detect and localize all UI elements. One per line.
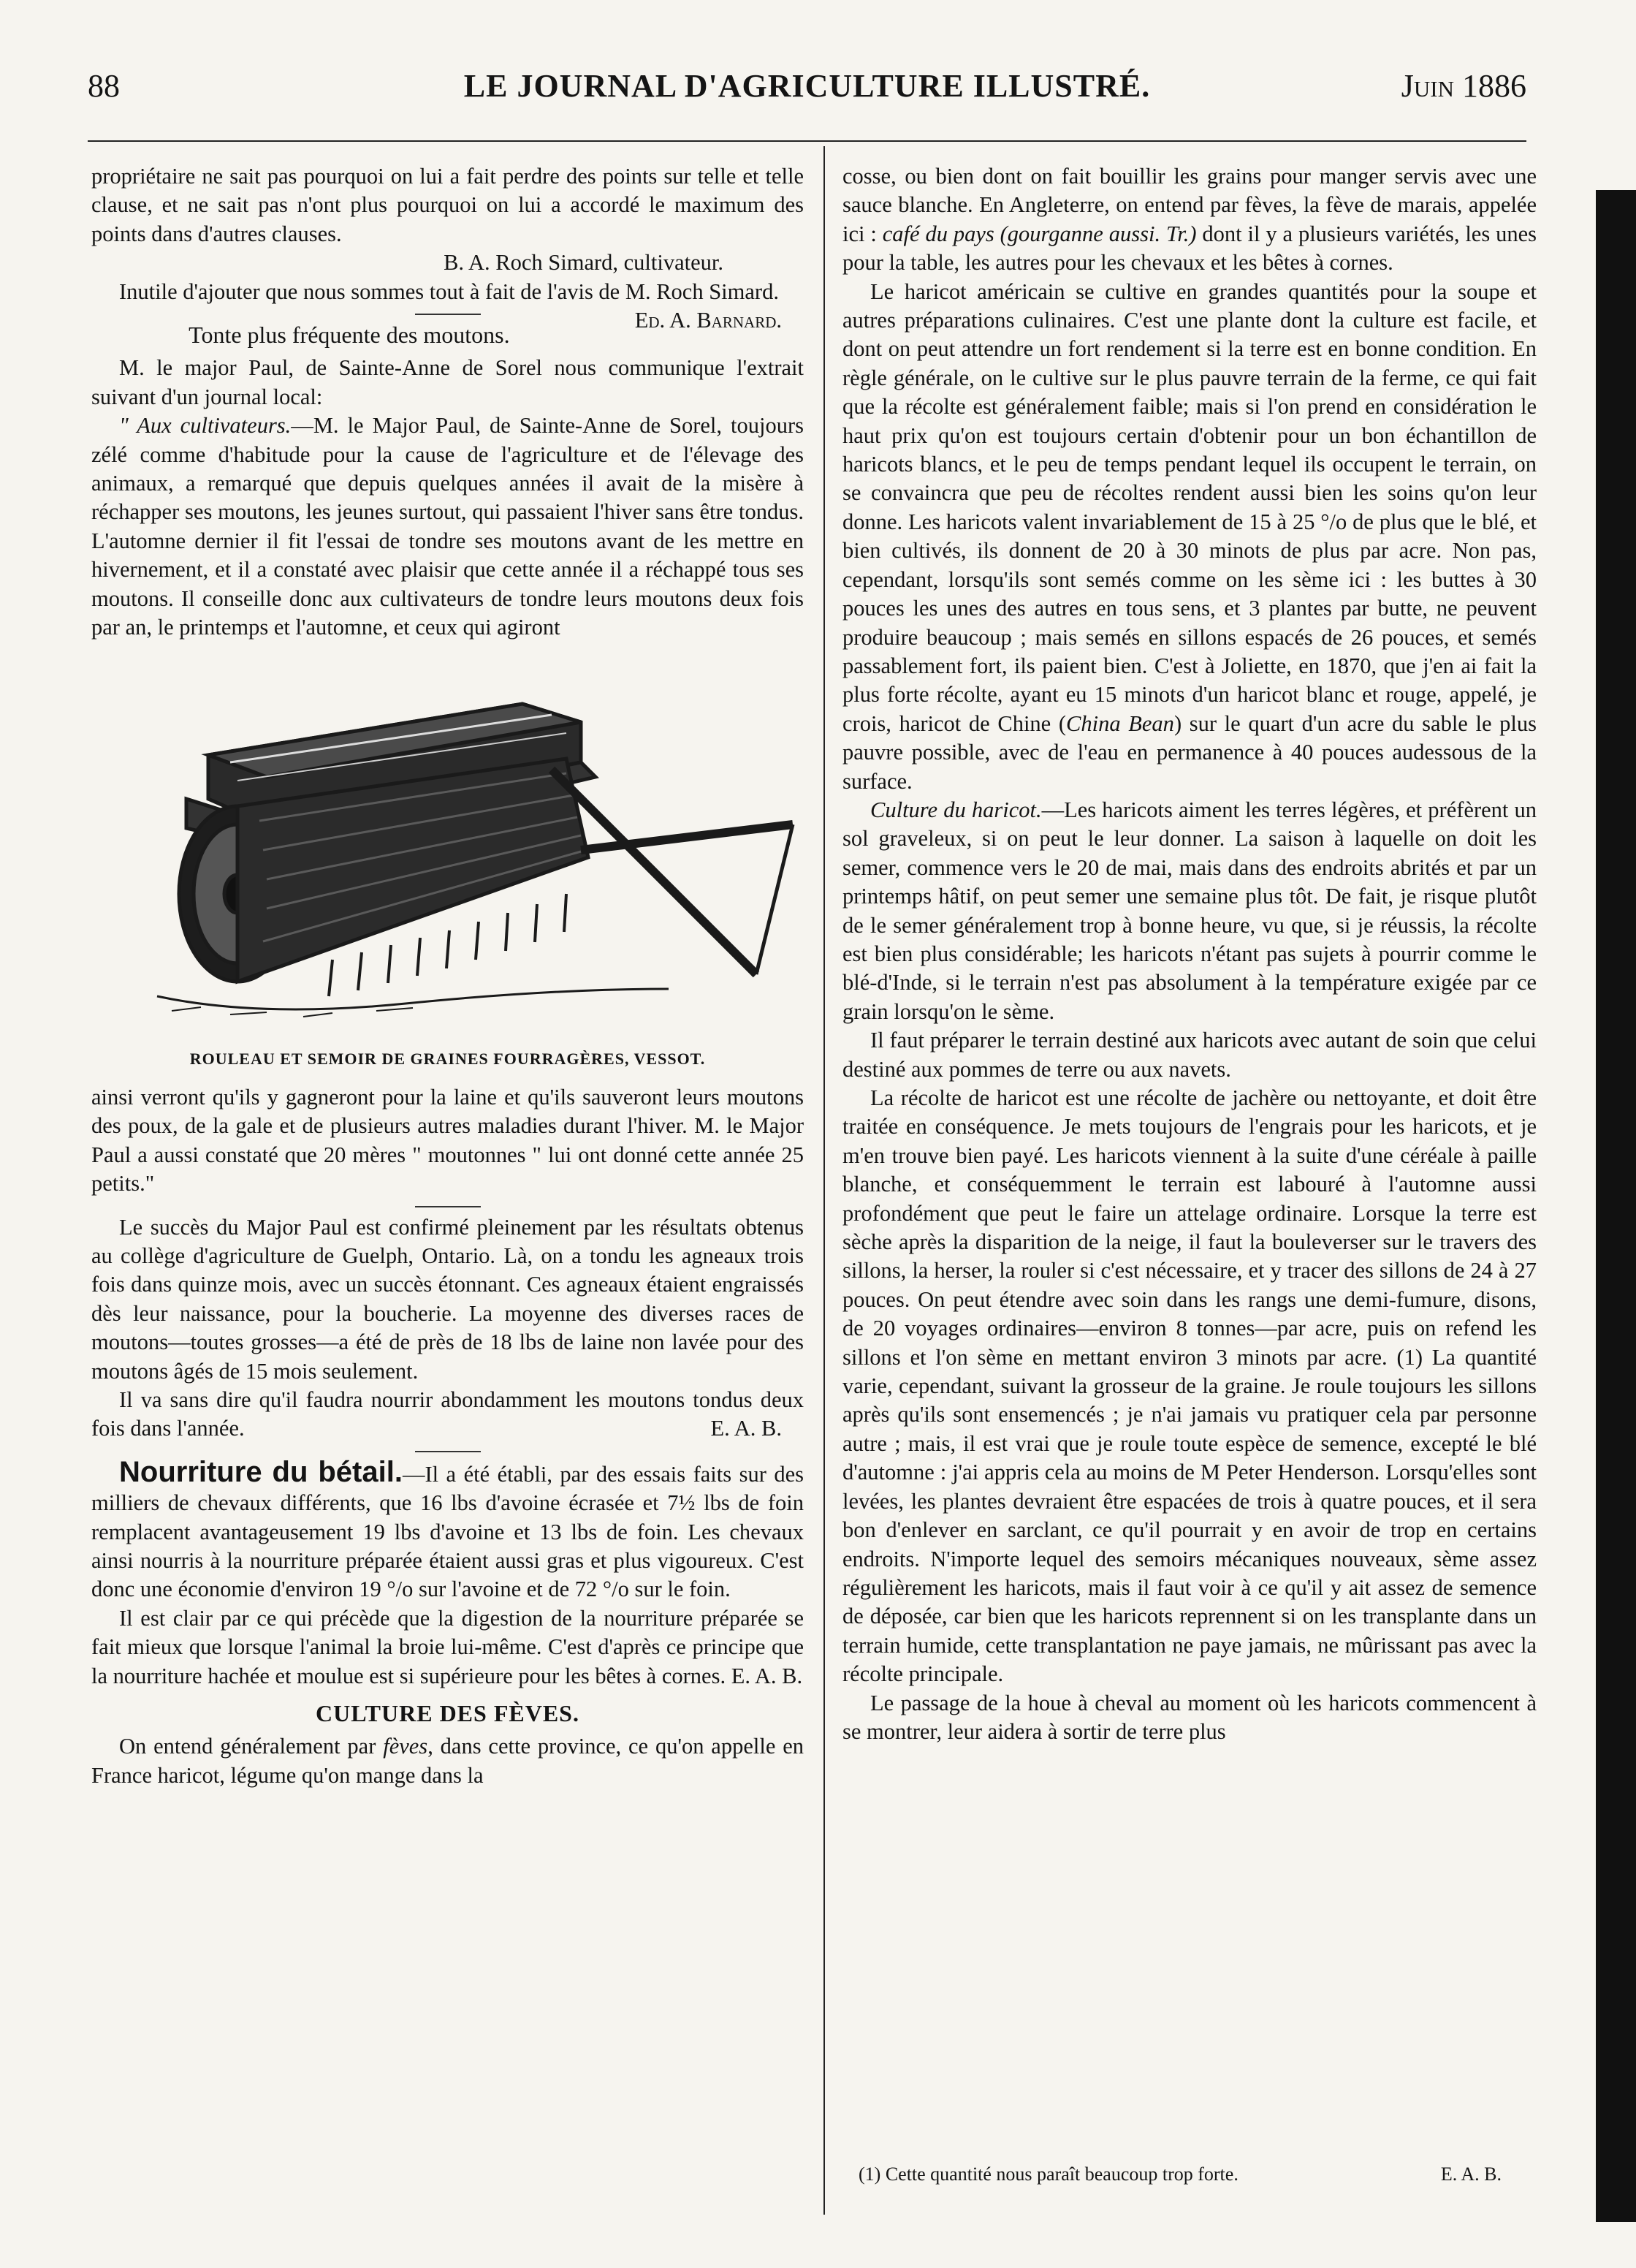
signature-eab-1: E. A. B.	[710, 1416, 782, 1441]
page-number: 88	[88, 68, 120, 104]
paragraph-tonte-3: ainsi verront qu'ils y gagneront pour la laine et qu'ils sauveront leurs moutons des poux, de la gale et de plusieurs autres maladies durant l'hiver. M. le Major Paul a aussi constaté que 20 mères " moutonnes " lui ont donné cette année 25 petits."	[91, 1084, 804, 1196]
section-rule	[415, 314, 481, 315]
paragraph-haricot	[842, 278, 1537, 796]
signature-eab-2: E. A. B.	[731, 1663, 803, 1688]
paragraph-passage: Le passage de la houe à cheval au moment où les haricots commencent à se montrer, leur aidera à sortir de terre plus	[842, 1690, 1537, 1744]
nourriture-text: —Il a été établi, par des essais faits sur des milliers de chevaux différents, que 16 lbs d'avoine écrasée et 7½ lbs de foin remplacent avantageusement 19 lbs d'avoine et 13 lbs de foin. Les chevaux ainsi nourris à la nourriture préparée étaient aussi gras et plus vigoureux. C'est donc une économie d'environ 19 °/o sur l'avoine et de 72 °/o sur le foin.	[91, 1461, 804, 1602]
paragraph-preparer: Il faut préparer le terrain destiné aux haricots avec autant de soin que celui destiné aux pommes de terre ou aux navets.	[842, 1028, 1537, 1082]
cosse-italic: café du pays (gourganne aussi. Tr.)	[882, 221, 1197, 246]
culture-italic-lead: Culture du haricot.	[870, 797, 1042, 822]
column-divider	[823, 146, 825, 2215]
header-rule	[88, 140, 1526, 142]
tonte-text: —M. le Major Paul, de Sainte-Anne de Sorel, toujours zélé comme d'habitude pour la cause de l'agriculture et de l'élevage des animaux, a remarqué que depuis quelques années il avait de la misère à réchapper ses moutons, les jeunes surtout, qui passaient l'hiver sans être tondus. L'automne dernier il fit l'essai de tondre ses moutons avant de les mettre en hivernement, et il a constaté avec plaisir que cette année il a réchappé tous ses moutons. Il conseille donc aux cultivateurs de tondre leurs moutons deux fois par an, le printemps et l'automne, et ceux qui agiront	[91, 413, 804, 640]
haricot-text-end: ) sur le quart d'un acre du sable le plus pauvre possible, avec de l'eau en permanence à 40 pouces audessous de la surface.	[842, 710, 1537, 794]
paragraph-feves	[91, 1732, 804, 1790]
issue-date: Juin 1886	[1401, 68, 1526, 104]
paragraph-culture	[842, 796, 1537, 1026]
paragraph-digestion	[91, 1604, 804, 1691]
signature-simard: B. A. Roch Simard, cultivateur.	[444, 250, 723, 276]
culture-text: —Les haricots aiment les terres légères, et préfèrent un sol graveleux, si on peut le leur donner. La saison à laquelle on doit les semer, commence vers le 20 de mai, mais dans des endroits abrités et par un printemps hâtif, on peut semer une semaine plus tôt. De fait, je risque plutôt de le semer généralement trop à bonne heure, vu que, si je réussis, la récolte est bien plus considérable; les haricots n'étant pas sujets à pourrir comme le blé-d'Inde, si le terrain n'est pas absolument à la température exigée par ce grain lorsqu'on le sème.	[842, 797, 1537, 1024]
paragraph-tonte-2	[91, 411, 804, 642]
paragraph-cosse	[842, 162, 1537, 278]
section-rule	[415, 1451, 481, 1452]
page-header	[88, 67, 1526, 118]
paragraph-intro: propriétaire ne sait pas pourquoi on lui a fait perdre des points sur telle et telle clause, et ne sait pas n'ont plus pourquoi on lui a accordé le maximum des points dans d'autres clauses.	[91, 164, 804, 246]
left-column	[91, 162, 804, 1790]
paragraph-inutile	[91, 278, 804, 333]
paragraph-tonte-1: M. le major Paul, de Sainte-Anne de Sorel nous communique l'extrait suivant d'un journal local:	[91, 355, 804, 409]
illustration-caption: ROULEAU ET SEMOIR DE GRAINES FOURRAGÈRES, VESSOT.	[189, 1049, 706, 1068]
heading-tonte: Tonte plus fréquente des moutons.	[189, 322, 510, 349]
tonte-italic-lead: " Aux cultivateurs.	[119, 413, 292, 439]
digestion-text: Il est clair par ce qui précède que la digestion de la nourriture préparée se fait mieux que lorsque l'animal la broie lui-même. C'est d'après ce principe que la nourriture hachée et moulue est si supérieure pour les bêtes à cornes.	[91, 1605, 804, 1688]
paragraph-nourrir	[91, 1386, 804, 1444]
feves-italic: fèves	[383, 1734, 428, 1759]
footnote-signature: E. A. B.	[1440, 2163, 1502, 2185]
paragraph-succes: Le succès du Major Paul est confirmé pleinement par les résultats obtenus au collège d'agriculture de Guelph, Ontario. Là, on a tondu les agneaux trois fois dans quinze mois, avec un succès étonnant. Ces agneaux étaient engraissés dès leur naissance, pour la boucherie. La moyenne des diverses races de moutons—toutes grosses—a été de près de 18 lbs de laine non lavée pour des moutons âgés de 15 mois seulement.	[91, 1214, 804, 1384]
roller-seeder-illustration	[113, 653, 800, 1040]
paragraph-recolte: La récolte de haricot est une récolte de jachère ou nettoyante, et doit être traitée en conséquence. Je mets toujours de l'engrais pour les haricots, et je m'en trouve bien payé. Les haricots viennent à la suite d'une céréale à paille blanche, et conséquemment le terrain est labouré à l'automne aussi profondément que peut le faire un attelage ordinaire. Lorsque la terre est sèche après la disparition de la neige, il faut la bouleverser sur le travers des sillons, la herser, la rouler si c'est nécessaire, et y tracer des sillons de 24 à 27 pouces. On peut étendre avec soin dans les rangs une demi-fumure, disons, de 20 voyages ordinaires—environ 8 tonnes—par acre, puis on refend les sillons et l'on sème en mettant environ 3 minots par acre. (1) La quantité varie, cependant, suivant la grosseur de la graine. Je roule toujours les sillons après qu'ils sont ensemencés ; je n'ai jamais vu pratiquer cela par personne autre ; mais, il est vrai que je roule toute espèce de semence, excepté le blé d'automne : j'ai appris cela au moins de M Peter Henderson. Lorsqu'elles sont levées, les plantes devraient être espacées de trois à quatre pouces, et il sera bon d'enlever en sarclant, ce qu'il pourrait y en avoir de trop en certains endroits. N'importe lequel des semoirs mécaniques nouveaux, sème assez régulièrement les haricots, mais il faut voir à ce qu'il y ait assez de semence de déposée, car bien que les haricots reprennent si on les transplante dans un terrain humide, cette transplantation ne paye jamais, ne mûrissant pas avec la récolte principale.	[842, 1085, 1537, 1687]
haricot-italic: China Bean	[1066, 710, 1174, 736]
cosse-text-b: dont il y a plusieurs variétés, les unes pour la table, les autres pour les chevaux et les bêtes à cornes.	[842, 221, 1537, 276]
footnote-text: (1) Cette quantité nous paraît beaucoup trop forte.	[859, 2163, 1239, 2185]
paragraph-nourriture	[91, 1455, 804, 1604]
right-column	[842, 162, 1537, 1746]
nourriture-heading: Nourriture du bétail.	[119, 1455, 403, 1488]
paragraph-inutile-text: Inutile d'ajouter que nous sommes tout à fait de l'avis de M. Roch Simard.	[119, 278, 779, 304]
journal-title: LE JOURNAL D'AGRICULTURE ILLUSTRÉ.	[463, 68, 1151, 104]
heading-feves: CULTURE DES FÈVES.	[316, 1700, 579, 1727]
section-rule	[415, 1206, 481, 1207]
footnote	[859, 2163, 1516, 2185]
haricot-text: Le haricot américain se cultive en grandes quantités pour la soupe et autres préparations culinaires. C'est une plante dont la culture est facile, et dont on peut attendre un fort rendement si la terre est en bonne condition. En règle générale, on le cultive sur le plus pauvre terrain de la ferme, ce qui fait que la récolte est généralement faible; mais si l'on prend en considération le haut prix qu'on est toujours certain d'obtenir pour un bon échantillon de haricots blancs, et le peu de temps pendant lequel ils occupent le terrain, on se convaincra que peu de récoltes rendent aussi bien les soins qu'on leur donne. Les haricots valent invariablement de 15 à 25 °/o de plus que le blé, et bien cultivés, ils donnent de 20 à 30 minots de plus par acre. Non pas, cependant, lorsqu'ils sont semés comme on les sème ici : les buttes à 30 pouces les unes des autres en tous sens, et 3 plantes par butte, ne peuvent produire beaucoup ; mais semés en sillons espacés de 26 pouces, et semés passablement fort, ils paient bien. C'est à Joliette, en 1870, que j'en ai fait la plus forte récolte, ayant eu 15 minots d'un haricot blanc et rouge, appelé, je crois, haricot de Chine (	[842, 278, 1537, 736]
scan-edge-shadow	[1596, 190, 1636, 2222]
nourrir-text: Il va sans dire qu'il faudra nourrir abondamment les moutons tondus deux fois dans l'année.	[91, 1387, 804, 1441]
signature-barnard: Ed. A. Barnard.	[634, 308, 782, 333]
cosse-text-a: cosse, ou bien dont on fait bouillir les grains pour manger servis avec une sauce blanche. En Angleterre, on entend par fèves, la fève de marais, appelée ici :	[842, 164, 1537, 246]
feves-text-rest: , dans cette province, ce qu'on appelle en France haricot, légume qu'on mange dans la	[91, 1734, 804, 1788]
feves-text-start: On entend généralement par	[119, 1734, 376, 1759]
